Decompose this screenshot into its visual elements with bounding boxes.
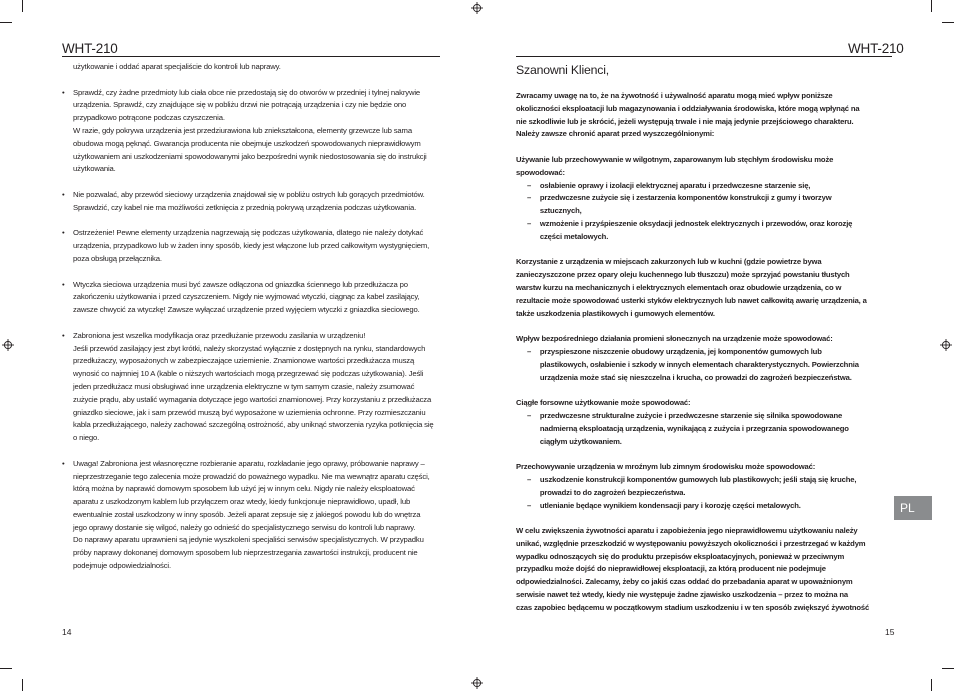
right-page-header: WHT-210 [848,41,904,56]
bullet-block [62,279,440,317]
bullet-text-line: zakończeniu użytkowania i przed czyszczeniem. Nigdy nie wyjmować wtyczki, ciągnąc za kabel zasilający, [73,292,420,302]
list-item-line: przyspieszone niszczenie obudowy urządzenia, jej komponentów gumowych lub [539,346,822,356]
bullet-text-line: Ostrzeżenie! Pewne elementy urządzenia nagrzewają się podczas użytkowania, dlatego nie należy dotykać [73,228,424,238]
bullet-text-line: urządzenia, przypadkowo lub w żaden inny sposób, kiedy jest włączone lub przed całkowitym wystygnięciem, [73,241,430,251]
section-title-line: także uszkodzenia plastikowych i gumowych elementów. [516,308,715,318]
bullet-block [62,330,440,445]
list-item-line: wzmożenie i przyśpieszenie oksydacji jednostek elektrycznych i przewodów, oraz korozję [539,218,853,228]
bullet-text-line: przypadkowo potrącone podczas czyszczenia. [73,113,225,123]
section-title-line: przypadku może dojść do nieprawidłowej eksploatacji, za którą producent nie podejmuje [516,564,826,574]
list-item-line: prowadzi to do zagrożeń bezpieczeństwa. [539,487,686,497]
section [516,397,894,448]
list-item-line: uszkodzenie konstrukcji komponentów gumowych lub plastikowych; jeśli stają się kruche, [539,474,857,484]
language-tab: PL [894,496,932,520]
bullet-marker: • [62,87,65,97]
section [516,333,894,384]
section-title-line: Używanie lub przechowywanie w wilgotnym, zaparowanym lub stęchłym środowisku może [516,154,834,164]
left-bullet-list [62,87,440,573]
intro-text-line: nie szkodliwie lub je skrócić, jeżeli występują trwale i nie mają jedynie przejściowego charakteru. [516,116,854,126]
section-title-line: W celu zwiększenia żywotności aparatu i zapobieżenia jego nieprawidłowemu użytkowaniu należy [516,526,858,536]
list-item [516,410,894,448]
bullet-text-line: nieprzestrzeganie tego zalecenia może prowadzić do poważnego wypadku. Nie ma wewnątrz aparatu części, [73,471,430,481]
section-title-line: odpowiedzialności. Zalecamy, żeby co jakiś czas oddać do przebadania aparat w upoważnionym [516,577,853,587]
intro-text-line: Zwracamy uwagę na to, że na żywotność i używalność aparatu mogą mieć wpływ poniższe [516,91,833,100]
greeting-heading: Szanowni Klienci, [516,63,609,77]
list-item [516,218,894,244]
right-intro-paragraph [516,90,894,141]
left-header-rule [62,56,440,57]
dash-marker: – [526,218,532,228]
list-item [516,192,894,218]
bullet-block [62,458,440,573]
left-page-number: 14 [62,627,72,637]
bullet-text-line: próby naprawy dokonanej domowym sposobem lub nieprzestrzegania zawartości instrukcji, producent nie [73,548,418,558]
section-title-line: zanieczyszczone przez opary oleju kuchennego lub tłuszczu) może sprzyjać powstaniu tłustych [516,270,850,280]
bullet-text-line: Wtyczka sieciowa urządzenia musi być zawsze odłączona od gniazdka ściennego lub przedłużacza po [73,279,408,289]
intro-text-line: Należy zawsze chronić aparat przed wyszczególnionymi: [516,129,715,139]
bullet-text-line: którą można by naprawić domowym sposobem lub użyć jej w innym celu. Nigdy nie należy eksploatować [73,484,415,494]
bullet-marker: • [62,458,65,468]
bullet-text-line: obudowa mogą pęknąć. Gwarancja producenta nie obejmuje uszkodzeń spowodowanych nieprawidłowym [73,138,421,148]
dash-marker: – [526,410,532,420]
bullet-text-line: użytkowania. [73,164,116,174]
right-header-rule [516,56,892,57]
bullet-marker: • [62,330,65,340]
intro-text-line: okoliczności eksploatacji lub magazynowania i oddziaływania środowiska, które mogą wpłynąć na [516,103,860,113]
section-title-line: Korzystanie z urządzenia w miejscach zakurzonych lub w kuchni (gdzie powietrze bywa [516,257,822,267]
bullet-text-line: wynosić co najmniej 10 A (kable o niższych wartościach mogą przegrzewać się podczas użytkowania). Jeśli [73,369,424,379]
section-title-line: rezultacie może spowodować usterki styków elektrycznych lub nawet całkowitą awarię urządzenia, a [516,295,867,305]
bullet-text-line: Uwaga! Zabroniona jest własnoręczne rozbieranie aparatu, rozkładanie jego oprawy, próbowanie naprawy – [73,458,425,468]
list-item [516,346,894,384]
bullet-text-line: Zabroniona jest wszelka modyfikacja oraz przedłużanie przewodu zasilania w urządzeniu! [73,330,366,340]
bullet-text-line: o niego. [73,433,100,443]
section-title-line: serwisie nawet też wtedy, kiedy nie występuje żadne zjawisko uszkodzenia – przez to można na [516,590,849,600]
list-item [516,180,894,193]
section-item-list [516,180,894,244]
section-title-line: Przechowywanie urządzenia w mroźnym lub zimnym środowisku może spowodować: [516,462,816,472]
left-page-body [62,61,440,573]
section-title-line: spowodować: [516,167,565,177]
bullet-text-line: zużycie prądu, aby ustalić wymagania dotyczące jego wartości znamionowej. Przy korzystaniu z przedłużacza [73,394,432,404]
list-item-line: części metalowych. [539,231,609,241]
list-item-line: ciągłym użytkowaniem. [539,436,622,446]
bullet-text-line: podejmuje odpowiedzialności. [73,561,171,571]
bullet-text-line: urządzenia. Sprawdź, czy znajdujące się w pobliżu drzwi nie potrącają urządzenia i czy nie będzie ono [73,100,407,110]
list-item-line: nadmierną eksploatacją urządzenia, wynikającą z zużycia i przegrzania spowodowanego [539,423,849,433]
bullet-text-line: Sprawdzić, czy kabel nie ma możliwości zetknięcia z przednią pokrywą urządzenia podczas użytkowania. [73,202,417,212]
list-item [516,474,894,500]
section-item-list [516,346,894,384]
section-title-line: wypadku odnoszących się do produktu przepisów eksploatacyjnych, ponieważ w przeciwnym [516,551,845,561]
left-page-header: WHT-210 [62,41,118,56]
bullet-text-line: kabla przedłużającego, należy zachować szczególną ostrożność, aby uniknąć stworzenia ryzyka potknięcia się [73,420,434,430]
list-item-line: przedwczesne strukturalne zużycie i przedwczesne starzenie się silnika spowodowane [539,410,843,420]
list-item-line: utlenianie będące wynikiem kondensacji pary i korozję części metalowych. [539,500,801,510]
bullet-text-line: zawsze chwycić za wtyczkę! Zawsze wyłączać urządzenie przed wyjęciem wtyczki z gniazdka sieciowego. [73,305,420,315]
bullet-text-line: ewentualnie został uszkodzony w inny sposób. Jeżeli aparat zepsuje się z jakiegoś powodu lub do wnętrza [73,509,421,519]
section [516,154,894,244]
bullet-marker: • [62,189,65,199]
right-page-number: 15 [885,627,895,637]
section [516,525,894,615]
bullet-block [62,227,440,265]
dash-marker: – [526,180,532,190]
left-intro-text: użytkowanie i oddać aparat specjaliście do kontroli lub naprawy. [73,62,281,71]
list-item [516,500,894,513]
dash-marker: – [526,346,532,356]
dash-marker: – [526,500,532,510]
bullet-text-line: Sprawdź, czy żadne przedmioty lub ciała obce nie przedostają się do otworów w przedniej i tylnej nakrywie [73,87,421,97]
list-item-line: osłabienie oprawy i izolacji elektrycznej aparatu i przedwczesne starzenie się, [539,180,811,190]
dash-marker: – [526,474,532,484]
bullet-text-line: W razie, gdy pokrywa urządzenia jest przedziurawiona lub zniekształcona, elementy grzewcze lub sama [73,125,412,135]
bullet-text-line: poza obsługą przełącznika. [73,253,162,263]
bullet-text-line: przedłużaczy, wyposażonych w zabezpieczające uziemienie. Znamionowe wartości przedłużacza muszą [73,356,415,366]
bullet-text-line: Do naprawy aparatu uprawnieni są jedynie wyszkoleni specjaliści serwisów specjalistycznych. W przypadku [73,535,424,545]
bullet-text-line: aparatu z uszkodzonym kablem lub przyłączem oraz wtedy, kiedy funkcjonuje nieprawidłowo, upadł, lub [73,497,411,507]
right-page-body [516,90,894,615]
section-title-line: czas zapobiec będącemu w początkowym stadium uszkodzeniu i w ten sposób zwiększyć żywotność [516,602,870,612]
bullet-text-line: użytkowaniem ani uszkodzeniami spowodowanymi jako bezpośredni wynik niedostosowania się do instrukcji [73,151,427,161]
section-item-list [516,410,894,448]
list-item-line: sztucznych, [539,206,582,216]
section-title-line: warstw kurzu na mechanicznych i elektrycznych elementach oraz obudowie urządzenia, co w [516,282,842,292]
bullet-marker: • [62,279,65,289]
dash-marker: – [526,193,532,203]
section-title-line: Ciągłe forsowne użytkowanie może spowodować: [516,398,691,408]
bullet-text-line: gniazdko sieciowe, jak i sam przewód muszą być wyposażone w uziemienia ochronne. Przy rozmieszczaniu [73,407,426,417]
list-item-line: plastikowych, osłabienie i szkody w innych elementach charakterystycznych. Powierzchnia [539,359,859,369]
section [516,256,894,320]
section-item-list [516,474,894,512]
bullet-block [62,87,440,177]
bullet-text-line: Nie pozwalać, aby przewód sieciowy urządzenia znajdował się w pobliżu ostrych lub gorących przedmiotów. [73,189,425,199]
bullet-block [62,189,440,215]
bullet-text-line: jeden przedłużacz musi obsługiwać inne urządzenia elektryczne w tym samym czasie, należy zsumować [73,381,415,391]
bullet-marker: • [62,228,65,238]
section-title-line: unikać, względnie przeszkodzić w występowaniu powyższych okoliczności i przestrzegać w każdym [516,538,866,548]
section-title-line: Wpływ bezpośredniego działania promieni słonecznych na urządzenie może spowodować: [516,334,833,344]
list-item-line: urządzenia może stać się nieszczelna i krucha, co prowadzi do zagrożeń bezpieczeństwa. [539,372,852,382]
right-sections [516,154,894,615]
bullet-text-line: jego oprawy dostanie się wilgoć, należy go odnieść do specjalistycznego serwisu do kontroli lub naprawy. [73,522,416,532]
section [516,461,894,512]
list-item-line: przedwczesne zużycie się i zestarzenia komponentów konstrukcji z gumy i tworzyw [539,193,832,203]
bullet-text-line: Jeśli przewód zasilający jest zbyt krótki, należy skorzystać wyłącznie z dostępnych na rynku, standardowych [73,343,426,353]
